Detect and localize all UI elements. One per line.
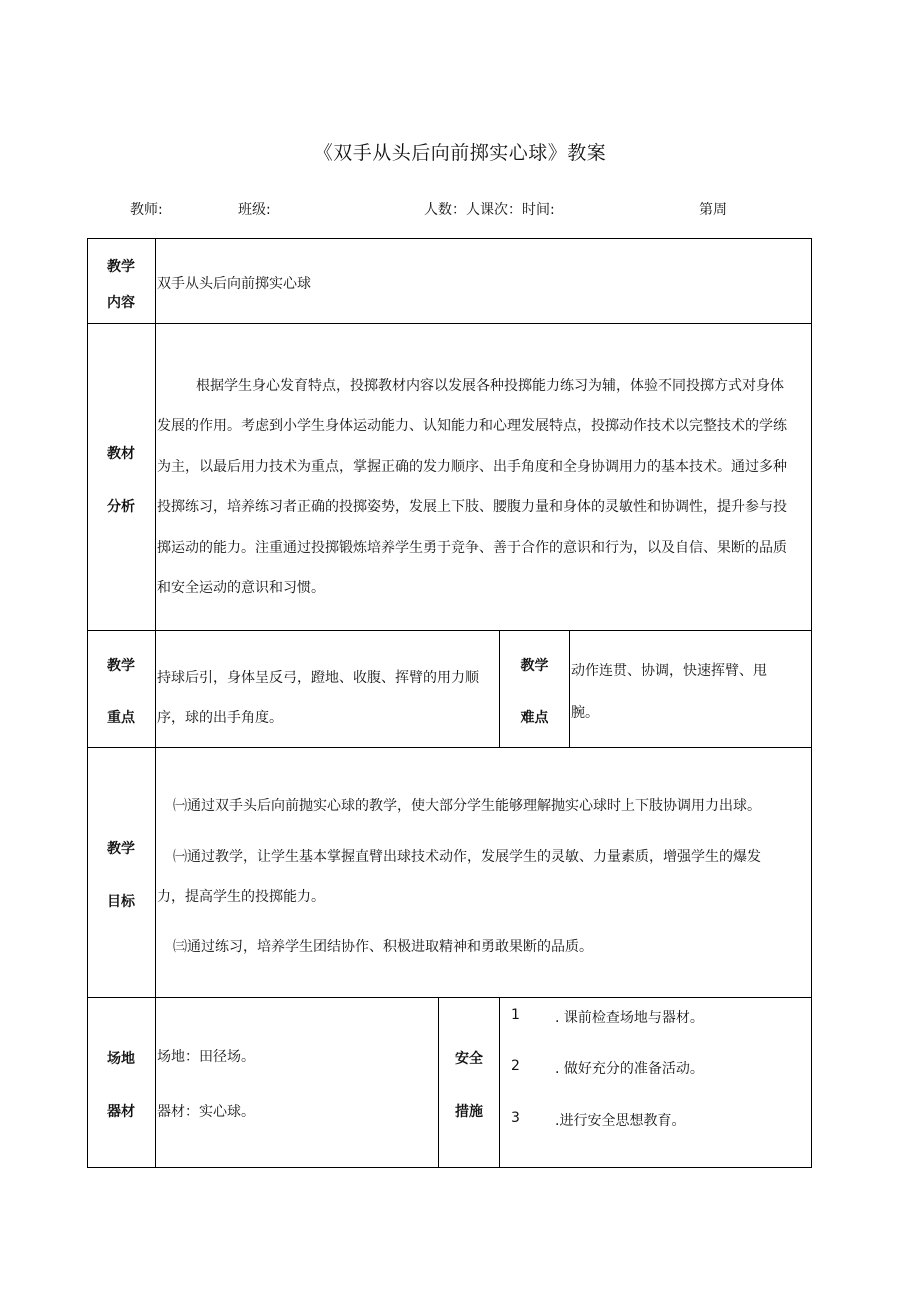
analysis-line: 发展的作用。考虑到小学生身体运动能力、认知能力和心理发展特点，投掷动作技术以完整技术的学练 xyxy=(157,418,787,434)
objectives-label-1: 教学 xyxy=(107,841,135,857)
content-label-2: 内容 xyxy=(107,295,135,311)
difficulties-line: 腕。 xyxy=(571,705,599,721)
row-divider xyxy=(87,747,812,748)
key-points-label-2: 重点 xyxy=(107,710,135,726)
analysis-line: 投掷练习，培养练习者正确的投掷姿势，发展上下肢、腰腹力量和身体的灵敏性和协调性，提升参与投 xyxy=(157,499,787,515)
table-border-right xyxy=(811,238,812,1168)
analysis-line: 掷运动的能力。注重通过投掷锻炼培养学生勇于竞争、善于合作的意识和行为，以及自信、果断的品质 xyxy=(157,540,787,556)
safety-item-text: .进行安全思想教育。 xyxy=(555,1113,686,1129)
row-divider xyxy=(87,997,812,998)
table-border-left xyxy=(87,238,88,1168)
column-divider xyxy=(155,238,156,1168)
key-points-line: 序，球的出手角度。 xyxy=(157,710,283,726)
column-divider xyxy=(499,630,500,748)
analysis-line: 和安全运动的意识和习惯。 xyxy=(157,580,325,596)
analysis-label-1: 教材 xyxy=(107,446,135,462)
row-divider xyxy=(87,323,812,324)
objective-line: ㈠通过双手头后向前抛实心球的教学，使大部分学生能够理解抛实心球时上下肢协调用力出球。 xyxy=(173,798,761,814)
content-label-1: 教学 xyxy=(107,259,135,275)
difficulties-label-1: 教学 xyxy=(520,658,549,674)
objective-line: 力，提高学生的投掷能力。 xyxy=(157,889,325,905)
venue-equipment: 器材：实心球。 xyxy=(157,1104,255,1120)
safety-label-2: 措施 xyxy=(455,1104,483,1120)
objective-line: ㈠通过教学，让学生基本掌握直臂出球技术动作，发展学生的灵敏、力量素质，增强学生的爆发 xyxy=(173,849,761,865)
column-divider xyxy=(569,630,570,748)
analysis-line: 根据学生身心发育特点，投掷教材内容以发展各种投掷能力练习为辅，体验不同投掷方式对身体 xyxy=(196,378,784,394)
class-label: 班级: xyxy=(238,202,271,218)
teacher-label: 教师: xyxy=(130,202,163,218)
column-divider xyxy=(499,997,500,1168)
venue-label-1: 场地 xyxy=(107,1051,135,1067)
key-points-line: 持球后引，身体呈反弓，蹬地、收腹、挥臂的用力顺 xyxy=(157,670,479,686)
analysis-line: 为主，以最后用力技术为重点，掌握正确的发力顺序、出手角度和全身协调用力的基本技术。通过多种 xyxy=(157,459,787,475)
row-divider xyxy=(87,630,812,631)
difficulties-line: 动作连贯、协调，快速挥臂、甩 xyxy=(571,663,767,679)
safety-item-text: . 做好充分的准备活动。 xyxy=(555,1061,704,1077)
key-points-label-1: 教学 xyxy=(107,658,135,674)
table-border-bottom xyxy=(87,1167,812,1168)
column-divider xyxy=(438,997,439,1168)
count-time-label: 人数：人课次：时间: xyxy=(424,202,555,218)
venue-site: 场地：田径场。 xyxy=(157,1049,255,1065)
difficulties-label-2: 难点 xyxy=(520,710,549,726)
safety-item-text: . 课前检查场地与器材。 xyxy=(555,1010,704,1026)
safety-item-number: 2 xyxy=(511,1058,520,1074)
page-title: 《双手从头后向前掷实心球》教案 xyxy=(313,142,607,164)
safety-item-number: 3 xyxy=(511,1110,520,1126)
safety-label-1: 安全 xyxy=(455,1051,483,1067)
objectives-label-2: 目标 xyxy=(107,894,135,910)
objective-line: ㈢通过练习，培养学生团结协作、积极进取精神和勇敢果断的品质。 xyxy=(173,939,593,955)
safety-item-number: 1 xyxy=(511,1007,520,1023)
content-text: 双手从头后向前掷实心球 xyxy=(157,276,311,292)
week-label: 第周 xyxy=(699,202,727,218)
venue-label-2: 器材 xyxy=(107,1104,135,1120)
analysis-label-2: 分析 xyxy=(107,499,135,515)
table-border-top xyxy=(87,238,812,239)
